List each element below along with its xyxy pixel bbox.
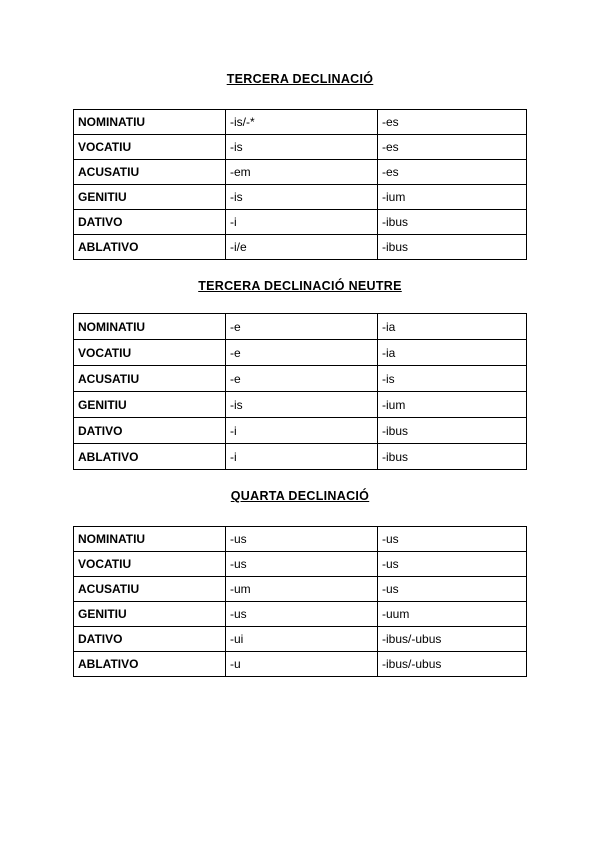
case-cell: DATIVO xyxy=(74,627,226,652)
table-row xyxy=(74,135,527,160)
plural-ending-cell: -es xyxy=(378,160,527,185)
table-row xyxy=(74,552,527,577)
singular-ending-cell: -em xyxy=(226,160,378,185)
singular-ending-cell: -us xyxy=(226,552,378,577)
plural-ending-cell: -ia xyxy=(378,314,527,340)
section-title-quarta-declinacio: QUARTA DECLINACIÓ xyxy=(230,489,370,503)
case-cell: DATIVO xyxy=(74,210,226,235)
singular-ending-cell: -e xyxy=(226,340,378,366)
case-cell: NOMINATIU xyxy=(74,110,226,135)
singular-ending-cell: -is xyxy=(226,135,378,160)
case-cell: NOMINATIU xyxy=(74,527,226,552)
singular-ending-cell: -is xyxy=(226,185,378,210)
plural-ending-cell: -ibus/-ubus xyxy=(378,627,527,652)
table-row xyxy=(74,527,527,552)
table-row xyxy=(74,210,527,235)
case-cell: ACUSATIU xyxy=(74,577,226,602)
singular-ending-cell: -us xyxy=(226,602,378,627)
case-cell: VOCATIU xyxy=(74,340,226,366)
table-row xyxy=(74,340,527,366)
table-row xyxy=(74,418,527,444)
table-row xyxy=(74,110,527,135)
section-title-tercera-declinacio-neutre: TERCERA DECLINACIÓ NEUTRE xyxy=(198,279,402,293)
singular-ending-cell: -i/e xyxy=(226,235,378,260)
singular-ending-cell: -us xyxy=(226,527,378,552)
singular-ending-cell: -e xyxy=(226,314,378,340)
case-cell: VOCATIU xyxy=(74,135,226,160)
singular-ending-cell: -i xyxy=(226,418,378,444)
singular-ending-cell: -u xyxy=(226,652,378,677)
singular-ending-cell: -i xyxy=(226,210,378,235)
singular-ending-cell: -is xyxy=(226,392,378,418)
case-cell: VOCATIU xyxy=(74,552,226,577)
plural-ending-cell: -ibus xyxy=(378,444,527,470)
plural-ending-cell: -ia xyxy=(378,340,527,366)
case-cell: ABLATIVO xyxy=(74,652,226,677)
declension-table-tercera-neutre xyxy=(73,313,527,470)
case-cell: GENITIU xyxy=(74,185,226,210)
table-row xyxy=(74,185,527,210)
plural-ending-cell: -is xyxy=(378,366,527,392)
table-row xyxy=(74,392,527,418)
table-row xyxy=(74,627,527,652)
case-cell: ABLATIVO xyxy=(74,444,226,470)
plural-ending-cell: -es xyxy=(378,135,527,160)
plural-ending-cell: -us xyxy=(378,527,527,552)
case-cell: GENITIU xyxy=(74,602,226,627)
case-cell: DATIVO xyxy=(74,418,226,444)
case-cell: GENITIU xyxy=(74,392,226,418)
plural-ending-cell: -uum xyxy=(378,602,527,627)
plural-ending-cell: -us xyxy=(378,552,527,577)
plural-ending-cell: -ium xyxy=(378,392,527,418)
singular-ending-cell: -is/-* xyxy=(226,110,378,135)
table-row xyxy=(74,602,527,627)
plural-ending-cell: -es xyxy=(378,110,527,135)
declension-table-tercera xyxy=(73,109,527,260)
table-row xyxy=(74,652,527,677)
case-cell: ABLATIVO xyxy=(74,235,226,260)
singular-ending-cell: -ui xyxy=(226,627,378,652)
table-row xyxy=(74,577,527,602)
section-title-tercera-declinacio: TERCERA DECLINACIÓ xyxy=(226,72,374,86)
singular-ending-cell: -um xyxy=(226,577,378,602)
table-row xyxy=(74,235,527,260)
singular-ending-cell: -e xyxy=(226,366,378,392)
table-row xyxy=(74,160,527,185)
case-cell: NOMINATIU xyxy=(74,314,226,340)
plural-ending-cell: -ium xyxy=(378,185,527,210)
table-row xyxy=(74,314,527,340)
declension-table-quarta xyxy=(73,526,527,677)
singular-ending-cell: -i xyxy=(226,444,378,470)
table-row xyxy=(74,444,527,470)
plural-ending-cell: -ibus xyxy=(378,210,527,235)
plural-ending-cell: -ibus xyxy=(378,235,527,260)
plural-ending-cell: -us xyxy=(378,577,527,602)
table-row xyxy=(74,366,527,392)
plural-ending-cell: -ibus/-ubus xyxy=(378,652,527,677)
case-cell: ACUSATIU xyxy=(74,160,226,185)
case-cell: ACUSATIU xyxy=(74,366,226,392)
plural-ending-cell: -ibus xyxy=(378,418,527,444)
